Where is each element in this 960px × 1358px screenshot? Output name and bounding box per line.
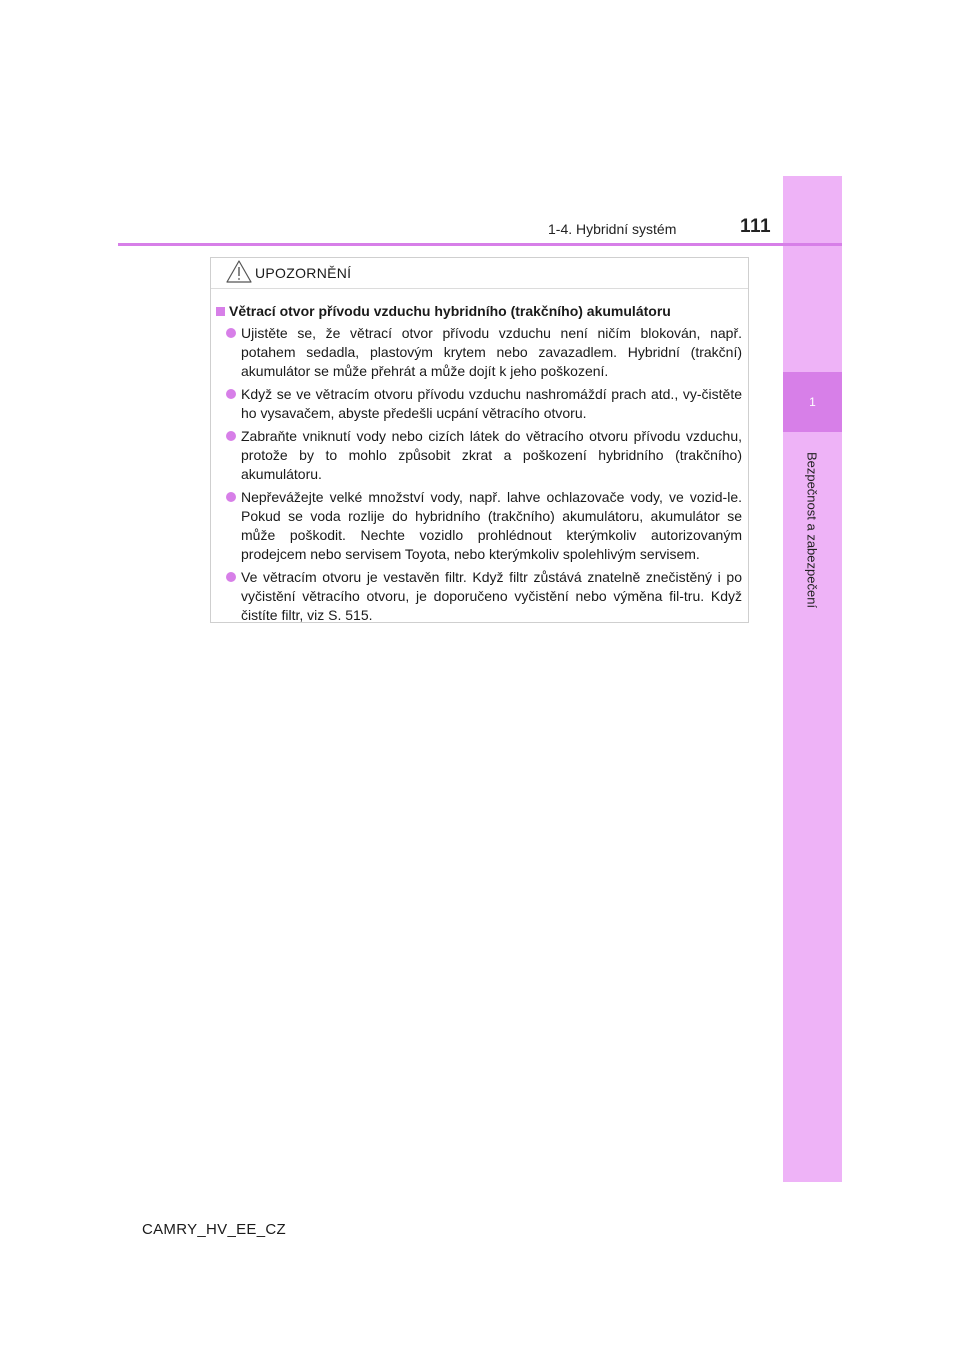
side-tab <box>783 176 842 1182</box>
caution-item <box>226 427 742 484</box>
caution-item-text: Ujistěte se, že větrací otvor přívodu vzduchu není ničím blokován, např. potahem sedadla, plastovým krytem nebo zavazadlem. Hybridní (trakční) akumulátor se může přehrát a může dojít k jeho poškození. <box>241 325 742 379</box>
caution-title: UPOZORNĚNÍ <box>255 265 352 281</box>
caution-item <box>226 568 742 625</box>
page-number: 111 <box>740 216 772 237</box>
caution-item <box>226 324 742 381</box>
bullet-dot-icon <box>226 431 236 441</box>
bullet-dot-icon <box>226 492 236 502</box>
caution-item-text: Zabraňte vniknutí vody nebo cizích látek do větracího otvoru přívodu vzduchu, protože by to mohlo způsobit zkrat a poškození hybridního (trakčního) akumulátoru. <box>241 428 742 482</box>
caution-header <box>211 258 748 289</box>
bullet-dot-icon <box>226 328 236 338</box>
caution-item-text: Když se ve větracím otvoru přívodu vzduchu nashromáždí prach atd., vy-čistěte ho vysavačem, abyste předešli ucpání větracího otvoru. <box>241 386 742 421</box>
caution-item-text: Ve větracím otvoru je vestavěn filtr. Když filtr zůstává znatelně znečistěný i po vyčistění větracího otvoru, je doporučeno vyčistění nebo výměna fil-tru. Když čistíte filtr, viz S. 515. <box>241 569 742 623</box>
side-tab-chapter-number: 1 <box>783 372 842 432</box>
bullet-dot-icon <box>226 572 236 582</box>
side-tab-chapter-label: Bezpečnost a zabezpečení <box>804 451 820 609</box>
header-divider <box>118 243 842 246</box>
square-bullet-icon <box>216 307 225 316</box>
caution-heading-text: Větrací otvor přívodu vzduchu hybridního (trakčního) akumulátoru <box>229 303 671 319</box>
header-section-title: 1-4. Hybridní systém <box>548 221 677 237</box>
document-code: CAMRY_HV_EE_CZ <box>142 1221 286 1238</box>
warning-triangle-icon <box>226 260 252 283</box>
caution-body <box>211 289 748 625</box>
caution-box <box>210 257 749 623</box>
caution-item <box>226 488 742 564</box>
caution-item <box>226 385 742 423</box>
caution-item-text: Nepřevážejte velké množství vody, např. lahve ochlazovače vody, ve vozid-le. Pokud se voda rozlije do hybridního (trakčního) akumulátoru, akumulátor se může poškodit. Nechte vozidlo prohlédnout kterýmkoliv autorizovaným prodejcem nebo servisem Toyota, nebo kterýmkoliv spolehlivým servisem. <box>241 489 742 562</box>
bullet-dot-icon <box>226 389 236 399</box>
caution-heading <box>216 302 742 321</box>
